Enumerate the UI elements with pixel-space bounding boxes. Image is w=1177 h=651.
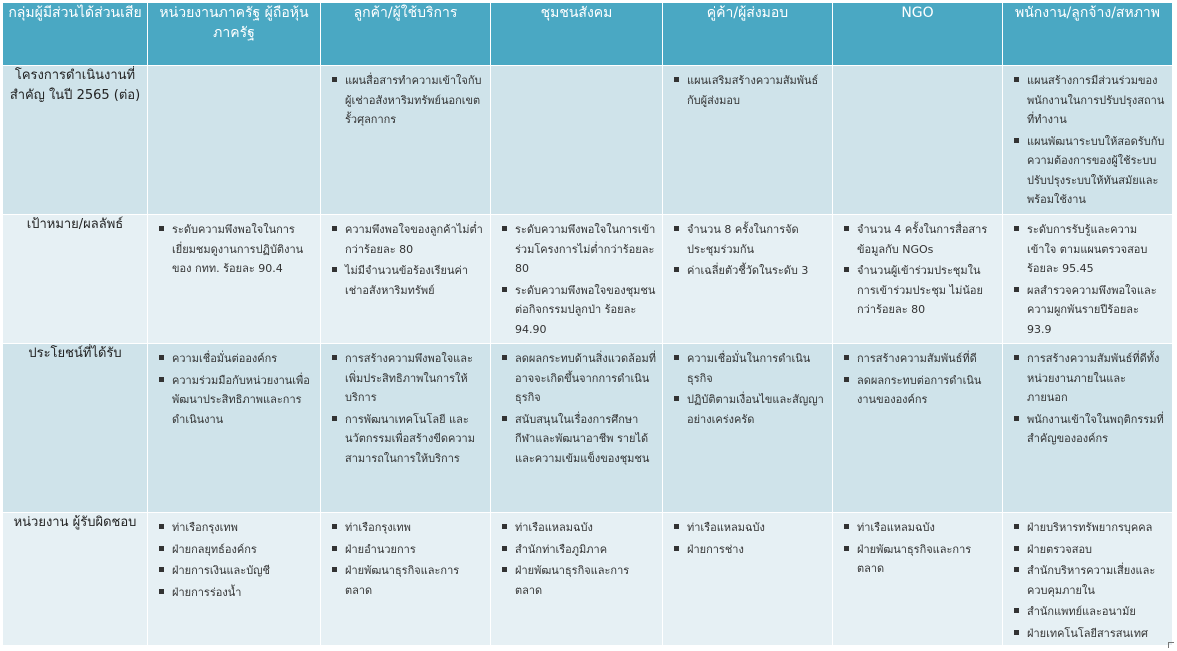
cell-units-suppliers: [663, 513, 833, 646]
bullet-item: ฝ่ายพัฒนาธุรกิจและการตลาด: [857, 540, 996, 579]
bullet-item: การสร้างความสัมพันธ์ที่ดีทั้งหน่วยงานภายในและภายนอก: [1027, 349, 1166, 408]
cell-targets-community: [491, 215, 663, 344]
bullet-item: ความร่วมมือกับหน่วยงานเพื่อพัฒนาประสิทธิภาพและการดำเนินงาน: [172, 371, 314, 430]
bullet-item: ท่าเรือกรุงเทพ: [345, 518, 484, 538]
row-label-units: หน่วยงาน ผู้รับผิดชอบ: [3, 513, 148, 646]
bullet-list: [663, 71, 832, 110]
bullet-item: ผลสำรวจความพึงพอใจและความผูกพันรายปีร้อยละ 93.9: [1027, 281, 1166, 340]
header-community: ชุมชนสังคม: [491, 3, 663, 66]
bullet-list: [491, 518, 662, 600]
header-ngo: NGO: [833, 3, 1003, 66]
cell-targets-government: [148, 215, 321, 344]
cell-targets-ngo: [833, 215, 1003, 344]
bullet-item: ฝ่ายอำนวยการ: [345, 540, 484, 560]
bullet-item: ท่าเรือแหลมฉบัง: [857, 518, 996, 538]
cell-benefits-customers: [321, 344, 491, 513]
cell-benefits-suppliers: [663, 344, 833, 513]
cell-projects-ngo: [833, 66, 1003, 215]
header-customers: ลูกค้า/ผู้ใช้บริการ: [321, 3, 491, 66]
header-suppliers: คู่ค้า/ผู้ส่งมอบ: [663, 3, 833, 66]
bullet-list: [833, 220, 1002, 320]
header-row: [3, 3, 1173, 66]
bullet-list: [1003, 518, 1172, 643]
bullet-list: [1003, 349, 1172, 449]
bullet-item: พนักงานเข้าใจในพฤติกรรมที่สำคัญขององค์กร: [1027, 410, 1166, 449]
bullet-item: ลดผลกระทบต่อการดำเนินงานขององค์กร: [857, 371, 996, 410]
bullet-item: ปฏิบัติตามเงื่อนไขและสัญญาอย่างเคร่งครัด: [687, 390, 826, 429]
bullet-item: ฝ่ายการช่าง: [687, 540, 826, 560]
bullet-item: ระดับการรับรู้และความเข้าใจ ตามแผนตรวจสอบ ร้อยละ 95.45: [1027, 220, 1166, 279]
bullet-item: สำนักท่าเรือภูมิภาค: [515, 540, 656, 560]
bullet-item: แผนสร้างการมีส่วนร่วมของพนักงานในการปรับปรุงสถานที่ทำงาน: [1027, 71, 1166, 130]
cell-projects-employees: [1003, 66, 1173, 215]
cell-projects-community: [491, 66, 663, 215]
row-benefits: [3, 344, 1173, 513]
row-units: [3, 513, 1173, 646]
bullet-list: [491, 220, 662, 339]
bullet-list: [321, 220, 490, 300]
bullet-list: [491, 349, 662, 468]
bullet-item: ความพึงพอใจของลูกค้าไม่ต่ำกว่าร้อยละ 80: [345, 220, 484, 259]
bullet-list: [148, 518, 320, 602]
row-targets: [3, 215, 1173, 344]
bullet-list: [321, 518, 490, 600]
header-employees: พนักงาน/ลูกจ้าง/สหภาพ: [1003, 3, 1173, 66]
bullet-item: ค่าเฉลี่ยตัวชี้วัดในระดับ 3: [687, 261, 826, 281]
bullet-list: [663, 349, 832, 429]
bullet-item: สำนักแพทย์และอนามัย: [1027, 602, 1166, 622]
row-label-benefits: ประโยชน์ที่ได้รับ: [3, 344, 148, 513]
bullet-item: การสร้างความสัมพันธ์ที่ดี: [857, 349, 996, 369]
cell-units-community: [491, 513, 663, 646]
cell-projects-government: [148, 66, 321, 215]
bullet-item: ฝ่ายบริหารทรัพยากรบุคคล: [1027, 518, 1166, 538]
bullet-item: ท่าเรือแหลมฉบัง: [687, 518, 826, 538]
bullet-item: แผนสื่อสารทำความเข้าใจกับผู้เช่าอสังหาริมทรัพย์นอกเขตรั้วศุลกากร: [345, 71, 484, 130]
bullet-list: [663, 220, 832, 281]
bullet-item: ลดผลกระทบด้านสิ่งแวดล้อมที่อาจจะเกิดขึ้นจากการดำเนินธุรกิจ: [515, 349, 656, 408]
bullet-item: จำนวน 8 ครั้งในการจัดประชุมร่วมกัน: [687, 220, 826, 259]
cell-targets-suppliers: [663, 215, 833, 344]
row-projects: [3, 66, 1173, 215]
bullet-item: การสร้างความพึงพอใจและเพิ่มประสิทธิภาพในการให้บริการ: [345, 349, 484, 408]
bullet-item: สำนักบริหารความเสี่ยงและควบคุมภายใน: [1027, 561, 1166, 600]
bullet-item: ฝ่ายตรวจสอบ: [1027, 540, 1166, 560]
bullet-item: ฝ่ายการเงินและบัญชี: [172, 561, 314, 581]
bullet-item: ไม่มีจำนวนข้อร้องเรียนค่าเช่าอสังหาริมทรัพย์: [345, 261, 484, 300]
bullet-list: [321, 349, 490, 468]
bullet-item: ฝ่ายกลยุทธ์องค์กร: [172, 540, 314, 560]
cell-units-customers: [321, 513, 491, 646]
cell-units-ngo: [833, 513, 1003, 646]
cell-targets-employees: [1003, 215, 1173, 344]
cell-projects-customers: [321, 66, 491, 215]
bullet-item: ความเชื่อมั่นในการดำเนินธุรกิจ: [687, 349, 826, 388]
cell-benefits-ngo: [833, 344, 1003, 513]
bullet-item: แผนเสริมสร้างความสัมพันธ์กับผู้ส่งมอบ: [687, 71, 826, 110]
bullet-item: ระดับความพึงพอใจของชุมชนต่อกิจกรรมปลูกป่า ร้อยละ 94.90: [515, 281, 656, 340]
bullet-item: ฝ่ายพัฒนาธุรกิจและการตลาด: [345, 561, 484, 600]
cell-benefits-government: [148, 344, 321, 513]
header-government: หน่วยงานภาครัฐ ผู้ถือหุ้นภาครัฐ: [148, 3, 321, 66]
bullet-item: จำนวน 4 ครั้งในการสื่อสารข้อมูลกับ NGOs: [857, 220, 996, 259]
row-label-targets: เป้าหมาย/ผลลัพธ์: [3, 215, 148, 344]
bullet-item: ระดับความพึงพอใจในการเข้าร่วมโครงการไม่ต่ำกว่าร้อยละ 80: [515, 220, 656, 279]
cell-targets-customers: [321, 215, 491, 344]
cell-benefits-employees: [1003, 344, 1173, 513]
header-stakeholder-group: กลุ่มผู้มีส่วนได้ส่วนเสีย: [3, 3, 148, 66]
bullet-list: [321, 71, 490, 130]
bullet-list: [148, 349, 320, 429]
cell-benefits-community: [491, 344, 663, 513]
bullet-item: จำนวนผู้เข้าร่วมประชุมในการเข้าร่วมประชุม ไม่น้อยกว่าร้อยละ 80: [857, 261, 996, 320]
row-label-projects: โครงการดำเนินงานที่สำคัญ ในปี 2565 (ต่อ): [3, 66, 148, 215]
bullet-item: ท่าเรือแหลมฉบัง: [515, 518, 656, 538]
bullet-item: ความเชื่อมั่นต่อองค์กร: [172, 349, 314, 369]
bullet-list: [663, 518, 832, 559]
bullet-item: การพัฒนาเทคโนโลยี และนวัตกรรมเพื่อสร้างขีดความสามารถในการให้บริการ: [345, 410, 484, 469]
bullet-list: [148, 220, 320, 279]
bullet-item: ฝ่ายเทคโนโลยีสารสนเทศ: [1027, 624, 1166, 644]
bullet-list: [833, 349, 1002, 410]
stakeholder-table: [2, 2, 1173, 646]
bullet-item: ระดับความพึงพอใจในการเยี่ยมชมดูงานการปฏิบัติงานของ กทท. ร้อยละ 90.4: [172, 220, 314, 279]
bullet-list: [833, 518, 1002, 579]
bullet-item: ท่าเรือกรุงเทพ: [172, 518, 314, 538]
bullet-item: สนับสนุนในเรื่องการศึกษา กีฬาและพัฒนาอาชีพ รายได้ และความเข้มแข็งของชุมชน: [515, 410, 656, 469]
bullet-list: [1003, 71, 1172, 210]
cell-projects-suppliers: [663, 66, 833, 215]
cell-units-employees: [1003, 513, 1173, 646]
bullet-item: ฝ่ายพัฒนาธุรกิจและการตลาด: [515, 561, 656, 600]
bullet-item: ฝ่ายการร่องน้ำ: [172, 583, 314, 603]
bullet-list: [1003, 220, 1172, 339]
crop-mark: [1168, 642, 1174, 648]
bullet-item: แผนพัฒนาระบบให้สอดรับกับความต้องการของผู้ใช้ระบบ ปรับปรุงระบบให้ทันสมัยและพร้อมใช้งาน: [1027, 132, 1166, 210]
cell-units-government: [148, 513, 321, 646]
